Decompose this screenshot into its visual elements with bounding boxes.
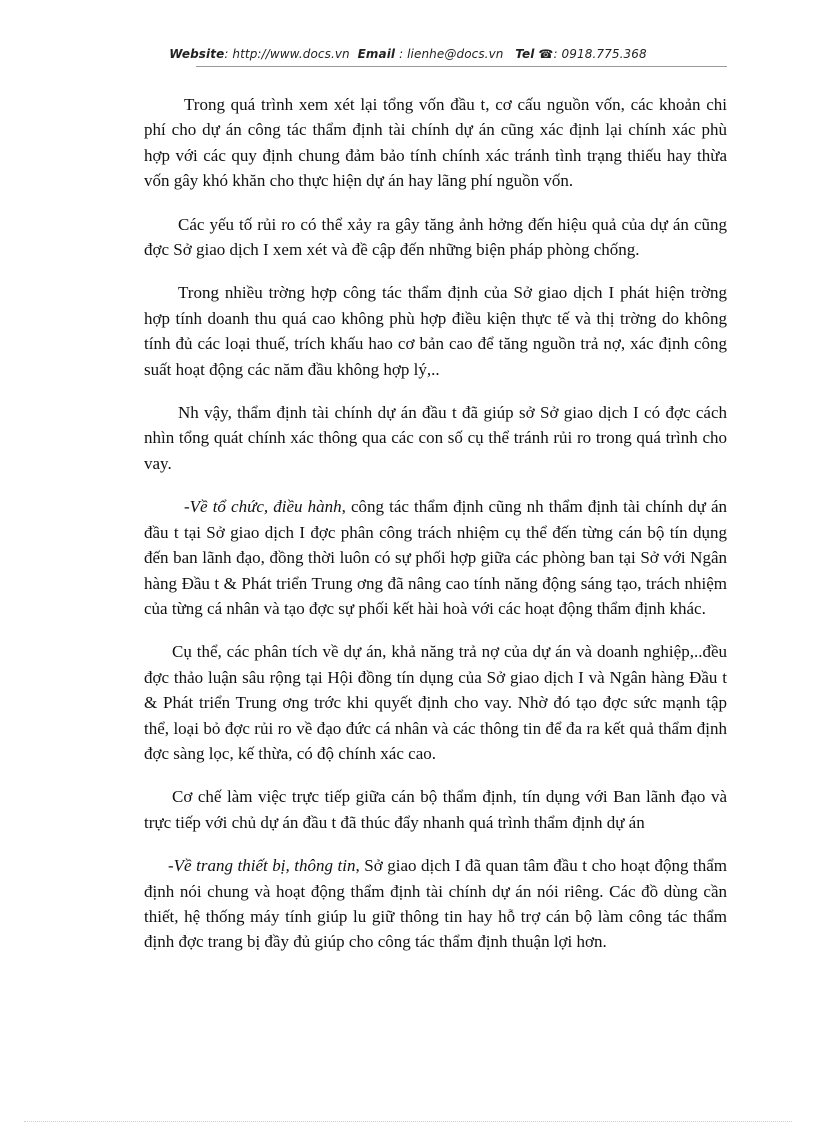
section-lead-equipment: -Về trang thiết bị, thông tin <box>168 856 356 876</box>
email-label: Email <box>357 47 396 61</box>
page-header <box>0 47 816 61</box>
website-value: : http://www.docs.vn <box>224 47 350 61</box>
paragraph-text: , công tác thẩm định cũng nh thẩm định tài chính dự án đầu t tại Sở giao dịch I đợc phân công trách nhiệm cụ thể đến từng cán bộ tín dụng đến ban lãnh đạo, đồng thời luôn có sự phối hợp giữa các phòng ban tại Sở với Ngân hàng Đầu t & Phát triển Trung ơng đã nâng cao tính năng động sáng tạo, trách nhiệm của từng cá nhân và tạo đợc sự phối kết hài hoà với các hoạt động thẩm định khác. <box>144 497 727 618</box>
paragraph-8 <box>144 853 727 955</box>
paragraph-text: Trong nhiều trờng hợp công tác thẩm định của Sở giao dịch I phát hiện trờng hợp tính doanh thu quá cao không phù hợp điều kiện thực tế và thị trờng do không tính đủ các loại thuế, trích khấu hao cơ bản cao để tăng nguồn trả nợ, xác định công suất hoạt động các năm đầu không hợp lý,.. <box>144 283 727 379</box>
paragraph-1 <box>144 92 727 194</box>
section-lead-organization: -Về tổ chức, điều hành <box>184 497 342 517</box>
paragraph-text: Cụ thể, các phân tích về dự án, khả năng trả nợ của dự án và doanh nghiệp,..đều đợc thảo luận sâu rộng tại Hội đồng tín dụng của Sở giao dịch I và Ngân hàng Đầu t & Phát triển Trung ơng trớc khi quyết định cho vay. Nhờ đó tạo đợc sức mạnh tập thể, loại bỏ đợc rủi ro về đạo đức cá nhân và các thông tin để đa ra kết quả thẩm định đợc sàng lọc, kế thừa, có độ chính xác cao. <box>144 642 727 763</box>
paragraph-7 <box>144 784 727 835</box>
header-divider <box>196 66 727 67</box>
email-value: : lienhe@docs.vn <box>395 47 504 61</box>
paragraph-text: Cơ chế làm việc trực tiếp giữa cán bộ thẩm định, tín dụng với Ban lãnh đạo và trực tiếp với chủ dự án đầu t đã thúc đẩy nhanh quá trình thẩm định dự án <box>144 787 727 832</box>
paragraph-text: Trong quá trình xem xét lại tổng vốn đầu t, cơ cấu nguồn vốn, các khoản chi phí cho dự án công tác thẩm định tài chính dự án cũng xác định lại chính xác phù hợp với các quy định chung đảm bảo tính chính xác tránh tình trạng thiếu hay thừa vốn gây khó khăn cho thực hiện dự án hay lãng phí nguồn vốn. <box>144 95 727 191</box>
paragraph-3 <box>144 280 727 382</box>
paragraph-2 <box>144 212 727 263</box>
tel-value: : 0918.775.368 <box>553 47 647 61</box>
tel-label: Tel <box>515 47 535 61</box>
paragraph-text: Nh vậy, thẩm định tài chính dự án đầu t đã giúp sở Sở giao dịch I có đợc cách nhìn tổng quát chính xác thông qua các con số cụ thể tránh rủi ro trong quá trình cho vay. <box>144 403 727 473</box>
document-body <box>144 92 727 973</box>
page-bottom-border <box>24 1121 792 1122</box>
paragraph-text: , Sở giao dịch I đã quan tâm đầu t cho hoạt động thẩm định nói chung và hoạt động thẩm định tài chính dự án nói riêng. Các đồ dùng cần thiết, hệ thống máy tính giúp lu giữ thông tin hay hỗ trợ cán bộ làm công tác thẩm định đợc trang bị đầy đủ giúp cho công tác thẩm định thuận lợi hơn. <box>144 856 727 952</box>
website-label: Website <box>169 47 225 61</box>
paragraph-text: Các yếu tố rủi ro có thể xảy ra gây tăng ảnh hởng đến hiệu quả của dự án cũng đợc Sở giao dịch I xem xét và đề cập đến những biện pháp phòng chống. <box>144 214 727 260</box>
paragraph-4 <box>144 400 727 476</box>
paragraph-5 <box>144 494 727 621</box>
paragraph-6 <box>144 639 727 766</box>
phone-icon: ☎ <box>538 47 554 61</box>
